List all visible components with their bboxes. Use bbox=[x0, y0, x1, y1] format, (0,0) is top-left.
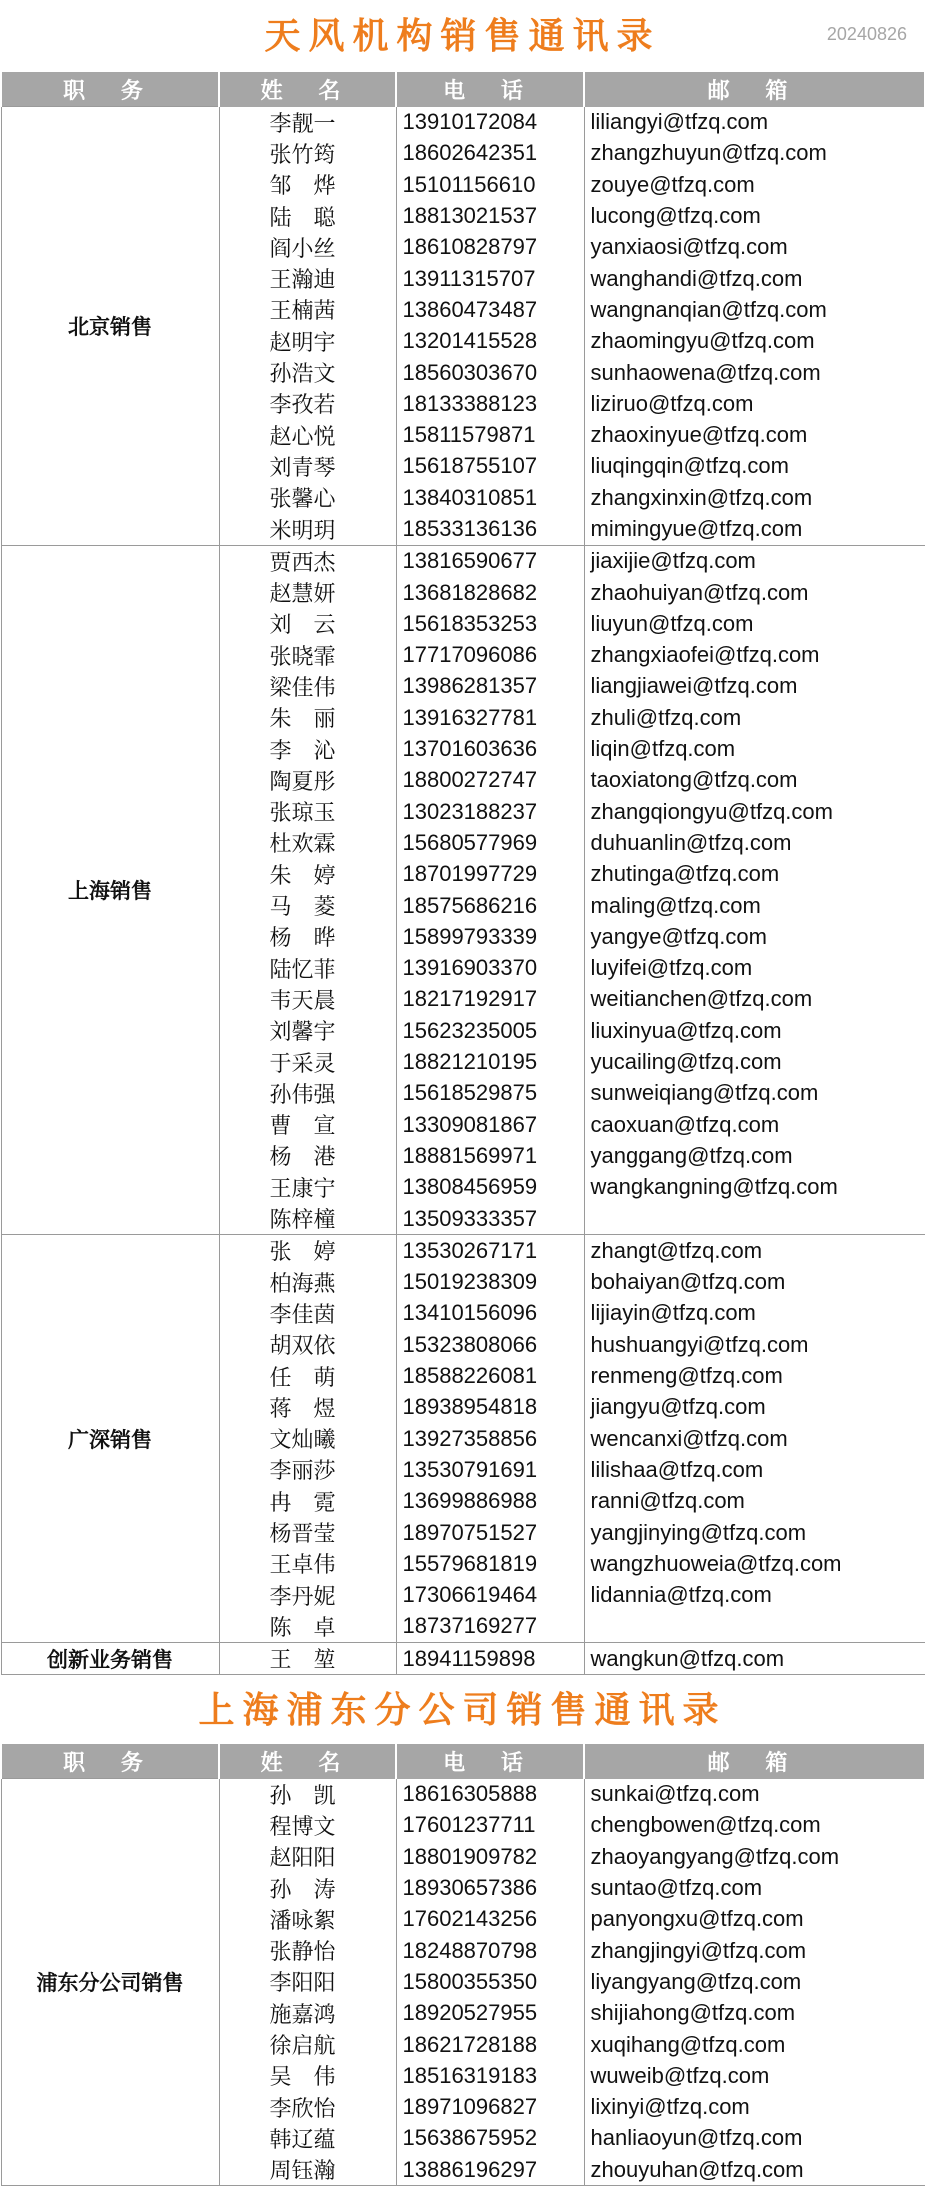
email-cell: yanxiaosi@tfzq.com bbox=[584, 232, 925, 263]
email-cell: renmeng@tfzq.com bbox=[584, 1360, 925, 1391]
email-cell: liliangyi@tfzq.com bbox=[584, 107, 925, 138]
phone-cell: 18881569971 bbox=[396, 1140, 584, 1171]
email-cell: yangjinying@tfzq.com bbox=[584, 1517, 925, 1548]
phone-cell: 15101156610 bbox=[396, 169, 584, 200]
name-cell: 刘青琴 bbox=[219, 451, 396, 482]
email-cell: wencanxi@tfzq.com bbox=[584, 1423, 925, 1454]
phone-cell: 13530791691 bbox=[396, 1454, 584, 1485]
email-cell: caoxuan@tfzq.com bbox=[584, 1109, 925, 1140]
phone-cell: 17306619464 bbox=[396, 1579, 584, 1610]
phone-cell: 13530267171 bbox=[396, 1235, 584, 1267]
table-row bbox=[1, 545, 925, 577]
phone-cell: 18602642351 bbox=[396, 138, 584, 169]
name-cell: 张晓霏 bbox=[219, 640, 396, 671]
name-cell: 杨 晔 bbox=[219, 921, 396, 952]
title-pudong: 上海浦东分公司销售通讯录 bbox=[198, 1690, 727, 1731]
email-cell: sunkai@tfzq.com bbox=[584, 1779, 925, 1810]
table-body bbox=[1, 107, 925, 1675]
header-name: 姓 名 bbox=[219, 72, 396, 107]
name-cell: 于采灵 bbox=[219, 1046, 396, 1077]
phone-cell: 15638675952 bbox=[396, 2123, 584, 2154]
email-cell: liuqingqin@tfzq.com bbox=[584, 451, 925, 482]
email-cell: wangnanqian@tfzq.com bbox=[584, 294, 925, 325]
phone-cell: 18560303670 bbox=[396, 357, 584, 388]
phone-cell: 18920527955 bbox=[396, 1998, 584, 2029]
department-cell: 广深销售 bbox=[1, 1235, 219, 1643]
header-email: 邮 箱 bbox=[584, 72, 925, 107]
name-cell: 孙浩文 bbox=[219, 357, 396, 388]
name-cell: 程博文 bbox=[219, 1810, 396, 1841]
phone-cell: 18701997729 bbox=[396, 859, 584, 890]
name-cell: 李欣怡 bbox=[219, 2091, 396, 2122]
email-cell: zhangxiaofei@tfzq.com bbox=[584, 640, 925, 671]
name-cell: 张馨心 bbox=[219, 482, 396, 513]
name-cell: 赵明宇 bbox=[219, 326, 396, 357]
name-cell: 贾西杰 bbox=[219, 545, 396, 577]
name-cell: 李丽莎 bbox=[219, 1454, 396, 1485]
email-cell: sunhaowena@tfzq.com bbox=[584, 357, 925, 388]
name-cell: 米明玥 bbox=[219, 513, 396, 545]
name-cell: 文灿曦 bbox=[219, 1423, 396, 1454]
email-cell: weitianchen@tfzq.com bbox=[584, 984, 925, 1015]
table-row bbox=[1, 107, 925, 138]
phone-cell: 13201415528 bbox=[396, 326, 584, 357]
name-cell: 韦天晨 bbox=[219, 984, 396, 1015]
phone-cell: 18930657386 bbox=[396, 1872, 584, 1903]
directory-table-main bbox=[0, 72, 925, 1675]
email-cell: shijiahong@tfzq.com bbox=[584, 1998, 925, 2029]
name-cell: 王卓伟 bbox=[219, 1548, 396, 1579]
name-cell: 曹 宣 bbox=[219, 1109, 396, 1140]
email-cell bbox=[584, 1203, 925, 1235]
name-cell: 李佳茵 bbox=[219, 1298, 396, 1329]
phone-cell: 18737169277 bbox=[396, 1611, 584, 1643]
phone-cell: 18516319183 bbox=[396, 2060, 584, 2091]
phone-cell: 18941159898 bbox=[396, 1643, 584, 1675]
phone-cell: 18616305888 bbox=[396, 1779, 584, 1810]
phone-cell: 18971096827 bbox=[396, 2091, 584, 2122]
email-cell: liqin@tfzq.com bbox=[584, 733, 925, 764]
name-cell: 王楠茜 bbox=[219, 294, 396, 325]
phone-cell: 17602143256 bbox=[396, 1904, 584, 1935]
name-cell: 赵慧妍 bbox=[219, 577, 396, 608]
email-cell: zhangjingyi@tfzq.com bbox=[584, 1935, 925, 1966]
email-cell: lilishaa@tfzq.com bbox=[584, 1454, 925, 1485]
email-cell: luyifei@tfzq.com bbox=[584, 953, 925, 984]
name-cell: 张琼玉 bbox=[219, 796, 396, 827]
name-cell: 胡双依 bbox=[219, 1329, 396, 1360]
phone-cell: 18217192917 bbox=[396, 984, 584, 1015]
phone-cell: 13309081867 bbox=[396, 1109, 584, 1140]
name-cell: 杨晋莹 bbox=[219, 1517, 396, 1548]
phone-cell: 18133388123 bbox=[396, 388, 584, 419]
phone-cell: 18821210195 bbox=[396, 1046, 584, 1077]
email-cell: zouye@tfzq.com bbox=[584, 169, 925, 200]
name-cell: 李靓一 bbox=[219, 107, 396, 138]
phone-cell: 13916903370 bbox=[396, 953, 584, 984]
title-main: 天风机构销售通讯录 bbox=[264, 16, 661, 57]
email-cell: zhangqiongyu@tfzq.com bbox=[584, 796, 925, 827]
phone-cell: 18801909782 bbox=[396, 1841, 584, 1872]
email-cell: panyongxu@tfzq.com bbox=[584, 1904, 925, 1935]
phone-cell: 18588226081 bbox=[396, 1360, 584, 1391]
name-cell: 朱 丽 bbox=[219, 702, 396, 733]
email-cell: liuxinyua@tfzq.com bbox=[584, 1015, 925, 1046]
phone-cell: 13701603636 bbox=[396, 733, 584, 764]
email-cell: zhangxinxin@tfzq.com bbox=[584, 482, 925, 513]
phone-cell: 15019238309 bbox=[396, 1266, 584, 1297]
name-cell: 孙 涛 bbox=[219, 1872, 396, 1903]
phone-cell: 13681828682 bbox=[396, 577, 584, 608]
name-cell: 陶夏彤 bbox=[219, 765, 396, 796]
email-cell: yucailing@tfzq.com bbox=[584, 1046, 925, 1077]
name-cell: 马 菱 bbox=[219, 890, 396, 921]
phone-cell: 15579681819 bbox=[396, 1548, 584, 1579]
phone-cell: 15618353253 bbox=[396, 608, 584, 639]
email-cell: suntao@tfzq.com bbox=[584, 1872, 925, 1903]
name-cell: 陈 卓 bbox=[219, 1611, 396, 1643]
phone-cell: 15618755107 bbox=[396, 451, 584, 482]
email-cell: wangzhuoweia@tfzq.com bbox=[584, 1548, 925, 1579]
phone-cell: 18575686216 bbox=[396, 890, 584, 921]
phone-cell: 18800272747 bbox=[396, 765, 584, 796]
email-cell: lidannia@tfzq.com bbox=[584, 1579, 925, 1610]
email-cell: bohaiyan@tfzq.com bbox=[584, 1266, 925, 1297]
email-cell: zhangzhuyun@tfzq.com bbox=[584, 138, 925, 169]
name-cell: 李 沁 bbox=[219, 733, 396, 764]
phone-cell: 13509333357 bbox=[396, 1203, 584, 1235]
phone-cell: 15811579871 bbox=[396, 419, 584, 450]
email-cell: maling@tfzq.com bbox=[584, 890, 925, 921]
email-cell: lixinyi@tfzq.com bbox=[584, 2091, 925, 2122]
email-cell: zhouyuhan@tfzq.com bbox=[584, 2154, 925, 2186]
header-phone: 电 话 bbox=[396, 72, 584, 107]
email-cell: zhangt@tfzq.com bbox=[584, 1235, 925, 1267]
email-cell: jiangyu@tfzq.com bbox=[584, 1392, 925, 1423]
phone-cell: 15899793339 bbox=[396, 921, 584, 952]
name-cell: 梁佳伟 bbox=[219, 671, 396, 702]
email-cell: wangkangning@tfzq.com bbox=[584, 1172, 925, 1203]
name-cell: 朱 婷 bbox=[219, 859, 396, 890]
phone-cell: 13910172084 bbox=[396, 107, 584, 138]
phone-cell: 13808456959 bbox=[396, 1172, 584, 1203]
header-row bbox=[1, 1744, 925, 1779]
phone-cell: 15680577969 bbox=[396, 827, 584, 858]
name-cell: 阎小丝 bbox=[219, 232, 396, 263]
name-cell: 张静怡 bbox=[219, 1935, 396, 1966]
department-cell: 上海销售 bbox=[1, 545, 219, 1235]
phone-cell: 13927358856 bbox=[396, 1423, 584, 1454]
phone-cell: 13886196297 bbox=[396, 2154, 584, 2186]
phone-cell: 17717096086 bbox=[396, 640, 584, 671]
phone-cell: 18970751527 bbox=[396, 1517, 584, 1548]
email-cell: liangjiawei@tfzq.com bbox=[584, 671, 925, 702]
email-cell: zhutinga@tfzq.com bbox=[584, 859, 925, 890]
table-row bbox=[1, 1643, 925, 1675]
email-cell: yanggang@tfzq.com bbox=[584, 1140, 925, 1171]
table-body bbox=[1, 1779, 925, 2186]
phone-cell: 18813021537 bbox=[396, 200, 584, 231]
name-cell: 刘馨宇 bbox=[219, 1015, 396, 1046]
email-cell: hanliaoyun@tfzq.com bbox=[584, 2123, 925, 2154]
email-cell: xuqihang@tfzq.com bbox=[584, 2029, 925, 2060]
phone-cell: 15800355350 bbox=[396, 1966, 584, 1997]
name-cell: 孙 凯 bbox=[219, 1779, 396, 1810]
phone-cell: 13816590677 bbox=[396, 545, 584, 577]
header-row bbox=[1, 72, 925, 107]
email-cell: wangkun@tfzq.com bbox=[584, 1643, 925, 1675]
name-cell: 任 萌 bbox=[219, 1360, 396, 1391]
email-cell: zhaoxinyue@tfzq.com bbox=[584, 419, 925, 450]
email-cell: taoxiatong@tfzq.com bbox=[584, 765, 925, 796]
name-cell: 张竹筠 bbox=[219, 138, 396, 169]
phone-cell: 17601237711 bbox=[396, 1810, 584, 1841]
name-cell: 刘 云 bbox=[219, 608, 396, 639]
name-cell: 李阳阳 bbox=[219, 1966, 396, 1997]
phone-cell: 18621728188 bbox=[396, 2029, 584, 2060]
name-cell: 周钰瀚 bbox=[219, 2154, 396, 2186]
header-position: 职 务 bbox=[1, 72, 219, 107]
email-cell: chengbowen@tfzq.com bbox=[584, 1810, 925, 1841]
name-cell: 韩辽蕴 bbox=[219, 2123, 396, 2154]
phone-cell: 13699886988 bbox=[396, 1486, 584, 1517]
table-row bbox=[1, 1235, 925, 1267]
department-cell: 北京销售 bbox=[1, 107, 219, 546]
name-cell: 张 婷 bbox=[219, 1235, 396, 1267]
phone-cell: 13860473487 bbox=[396, 294, 584, 325]
name-cell: 徐启航 bbox=[219, 2029, 396, 2060]
name-cell: 王 堃 bbox=[219, 1643, 396, 1675]
name-cell: 蒋 煜 bbox=[219, 1392, 396, 1423]
email-cell: yangye@tfzq.com bbox=[584, 921, 925, 952]
email-cell: zhaohuiyan@tfzq.com bbox=[584, 577, 925, 608]
email-cell: duhuanlin@tfzq.com bbox=[584, 827, 925, 858]
email-cell: ranni@tfzq.com bbox=[584, 1486, 925, 1517]
name-cell: 陆 聪 bbox=[219, 200, 396, 231]
email-cell: zhaomingyu@tfzq.com bbox=[584, 326, 925, 357]
name-cell: 邹 烨 bbox=[219, 169, 396, 200]
email-cell: liyangyang@tfzq.com bbox=[584, 1966, 925, 1997]
email-cell: jiaxijie@tfzq.com bbox=[584, 545, 925, 577]
header-email: 邮 箱 bbox=[584, 1744, 925, 1779]
email-cell: zhuli@tfzq.com bbox=[584, 702, 925, 733]
name-cell: 王瀚迪 bbox=[219, 263, 396, 294]
name-cell: 李丹妮 bbox=[219, 1579, 396, 1610]
phone-cell: 15623235005 bbox=[396, 1015, 584, 1046]
department-cell: 创新业务销售 bbox=[1, 1643, 219, 1675]
phone-cell: 13840310851 bbox=[396, 482, 584, 513]
phone-cell: 13410156096 bbox=[396, 1298, 584, 1329]
email-cell: zhaoyangyang@tfzq.com bbox=[584, 1841, 925, 1872]
email-cell: liuyun@tfzq.com bbox=[584, 608, 925, 639]
name-cell: 吴 伟 bbox=[219, 2060, 396, 2091]
table-row bbox=[1, 1779, 925, 1810]
phone-cell: 13916327781 bbox=[396, 702, 584, 733]
email-cell: mimingyue@tfzq.com bbox=[584, 513, 925, 545]
email-cell: lijiayin@tfzq.com bbox=[584, 1298, 925, 1329]
name-cell: 赵阳阳 bbox=[219, 1841, 396, 1872]
name-cell: 赵心悦 bbox=[219, 419, 396, 450]
phone-cell: 13023188237 bbox=[396, 796, 584, 827]
phone-cell: 15323808066 bbox=[396, 1329, 584, 1360]
header-position: 职 务 bbox=[1, 1744, 219, 1779]
directory-table-pudong bbox=[0, 1744, 925, 2186]
phone-cell: 15618529875 bbox=[396, 1078, 584, 1109]
name-cell: 王康宁 bbox=[219, 1172, 396, 1203]
email-cell: wanghandi@tfzq.com bbox=[584, 263, 925, 294]
date-stamp: 20240826 bbox=[826, 24, 907, 44]
phone-cell: 13911315707 bbox=[396, 263, 584, 294]
name-cell: 陈梓橦 bbox=[219, 1203, 396, 1235]
name-cell: 潘咏絮 bbox=[219, 1904, 396, 1935]
phone-cell: 18533136136 bbox=[396, 513, 584, 545]
name-cell: 李孜若 bbox=[219, 388, 396, 419]
email-cell: hushuangyi@tfzq.com bbox=[584, 1329, 925, 1360]
header-name: 姓 名 bbox=[219, 1744, 396, 1779]
name-cell: 陆忆菲 bbox=[219, 953, 396, 984]
email-cell: liziruo@tfzq.com bbox=[584, 388, 925, 419]
phone-cell: 13986281357 bbox=[396, 671, 584, 702]
email-cell: sunweiqiang@tfzq.com bbox=[584, 1078, 925, 1109]
email-cell bbox=[584, 1611, 925, 1643]
name-cell: 冉 霓 bbox=[219, 1486, 396, 1517]
email-cell: lucong@tfzq.com bbox=[584, 200, 925, 231]
phone-cell: 18610828797 bbox=[396, 232, 584, 263]
email-cell: wuweib@tfzq.com bbox=[584, 2060, 925, 2091]
name-cell: 杜欢霖 bbox=[219, 827, 396, 858]
name-cell: 柏海燕 bbox=[219, 1266, 396, 1297]
department-cell: 浦东分公司销售 bbox=[1, 1779, 219, 2186]
name-cell: 杨 港 bbox=[219, 1140, 396, 1171]
phone-cell: 18248870798 bbox=[396, 1935, 584, 1966]
header-phone: 电 话 bbox=[396, 1744, 584, 1779]
phone-cell: 18938954818 bbox=[396, 1392, 584, 1423]
name-cell: 施嘉鸿 bbox=[219, 1998, 396, 2029]
name-cell: 孙伟强 bbox=[219, 1078, 396, 1109]
